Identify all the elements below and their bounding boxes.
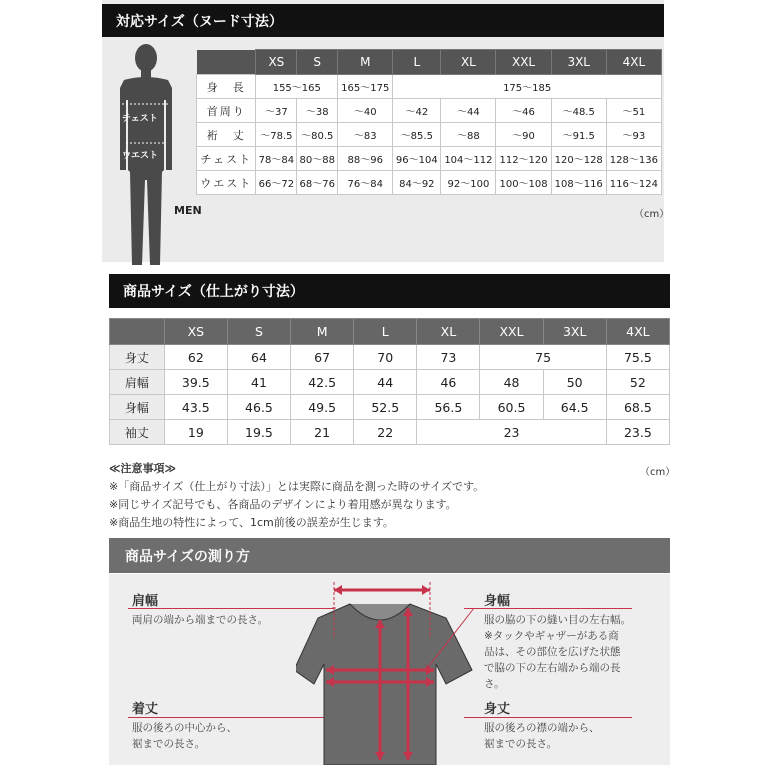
length-right-guide-line	[464, 717, 632, 718]
table-cell: 73	[417, 345, 480, 370]
length-right-desc-line: 服の後ろの襟の端から、	[484, 722, 600, 734]
chest-desc-line: ※タックやギャザーがある商	[484, 630, 619, 642]
table-cell: 100〜108	[496, 171, 551, 195]
column-header: 4XL	[606, 50, 661, 75]
table-cell: 155〜165	[256, 75, 338, 99]
row-header: 身幅	[110, 395, 165, 420]
table-row	[197, 147, 662, 171]
table-cell: 80〜88	[297, 147, 338, 171]
table-cell: 〜93	[606, 123, 661, 147]
table-cell: 165〜175	[338, 75, 393, 99]
shoulder-desc: 両肩の端から端までの長さ。	[132, 614, 269, 626]
column-header: XL	[441, 50, 496, 75]
row-header: 裄 丈	[197, 123, 256, 147]
table-cell: 62	[164, 345, 227, 370]
column-header: XL	[417, 319, 480, 345]
length-left-desc-line: 裾までの長さ。	[132, 738, 206, 750]
column-header: XS	[256, 50, 297, 75]
column-header: 3XL	[543, 319, 606, 345]
table-cell: 〜83	[338, 123, 393, 147]
product-size-title: 商品サイズ（仕上がり寸法）	[109, 274, 670, 308]
table-row	[110, 370, 670, 395]
table-cell: 19	[164, 420, 227, 445]
table-cell: 46.5	[227, 395, 290, 420]
body-size-title: 対応サイズ（ヌード寸法）	[102, 4, 664, 37]
table-cell: 〜37	[256, 99, 297, 123]
length-left-desc-line: 服の後ろの中心から、	[132, 722, 237, 734]
body-size-unit: （cm）	[634, 209, 670, 220]
chest-label: 身幅	[484, 594, 511, 609]
table-corner	[110, 319, 165, 345]
table-cell: 46	[417, 370, 480, 395]
table-cell: 22	[354, 420, 417, 445]
table-cell: 52.5	[354, 395, 417, 420]
figure-chest-label: チェスト	[122, 114, 158, 124]
chest-desc-line: さ。	[484, 678, 505, 690]
table-cell: 66〜72	[256, 171, 297, 195]
measure-title: 商品サイズの測り方	[109, 538, 670, 573]
table-cell: 49.5	[291, 395, 354, 420]
table-cell: 48	[480, 370, 543, 395]
figure-waist-label: ウエスト	[122, 151, 159, 161]
table-cell: 116〜124	[606, 171, 661, 195]
table-cell: 128〜136	[606, 147, 661, 171]
table-corner	[197, 50, 256, 75]
table-cell: 67	[291, 345, 354, 370]
column-header: M	[291, 319, 354, 345]
notes-line: ※「商品サイズ（仕上がり寸法）」とは実際に商品を測った時のサイズです。	[109, 480, 485, 493]
notes-block	[109, 460, 649, 532]
table-cell: 60.5	[480, 395, 543, 420]
shoulder-label: 肩幅	[132, 594, 159, 609]
table-cell: 64	[227, 345, 290, 370]
column-header: XXL	[496, 50, 551, 75]
body-size-table	[196, 49, 662, 195]
table-row	[110, 395, 670, 420]
table-cell: 21	[291, 420, 354, 445]
table-cell: 108〜116	[551, 171, 606, 195]
row-header: 首周り	[197, 99, 256, 123]
column-header: M	[338, 50, 393, 75]
table-cell: 41	[227, 370, 290, 395]
table-cell: 〜48.5	[551, 99, 606, 123]
table-cell: 104〜112	[441, 147, 496, 171]
table-row	[197, 75, 662, 99]
row-header: 身丈	[110, 345, 165, 370]
product-size-unit: （cm）	[640, 467, 676, 478]
table-cell: 23	[417, 420, 606, 445]
table-cell: 〜85.5	[393, 123, 441, 147]
table-cell: 88〜96	[338, 147, 393, 171]
table-cell: 175〜185	[393, 75, 662, 99]
table-cell: 〜78.5	[256, 123, 297, 147]
table-cell: 75	[480, 345, 606, 370]
chest-desc-line: 服の脇の下の縫い目の左右幅。	[484, 614, 631, 626]
length-right-desc-line: 裾までの長さ。	[484, 738, 558, 750]
table-cell: 75.5	[606, 345, 669, 370]
figure-gender-label: MEN	[174, 204, 202, 217]
table-cell: 112〜120	[496, 147, 551, 171]
column-header: S	[227, 319, 290, 345]
table-cell: 〜38	[297, 99, 338, 123]
table-cell: 120〜128	[551, 147, 606, 171]
table-row	[197, 123, 662, 147]
length-left-desc	[132, 720, 237, 752]
table-cell: 70	[354, 345, 417, 370]
table-row	[110, 420, 670, 445]
row-header: ウエスト	[197, 171, 256, 195]
table-cell: 43.5	[164, 395, 227, 420]
table-cell: 76〜84	[338, 171, 393, 195]
column-header: L	[354, 319, 417, 345]
column-header: 3XL	[551, 50, 606, 75]
row-header: 肩幅	[110, 370, 165, 395]
table-cell: 84〜92	[393, 171, 441, 195]
table-cell: 〜88	[441, 123, 496, 147]
table-cell: 52	[606, 370, 669, 395]
length-right-desc	[484, 720, 600, 752]
length-left-label: 着丈	[132, 702, 159, 717]
table-cell: 56.5	[417, 395, 480, 420]
column-header: 4XL	[606, 319, 669, 345]
table-cell: 〜46	[496, 99, 551, 123]
notes-title: ≪注意事項≫	[109, 462, 177, 475]
table-cell: 44	[354, 370, 417, 395]
table-cell: 〜44	[441, 99, 496, 123]
product-size-table	[109, 318, 670, 445]
table-cell: 50	[543, 370, 606, 395]
table-row	[197, 99, 662, 123]
notes-line: ※商品生地の特性によって、1cm前後の誤差が生じます。	[109, 516, 394, 529]
length-right-label: 身丈	[484, 702, 511, 717]
table-cell: 39.5	[164, 370, 227, 395]
table-cell: 〜40	[338, 99, 393, 123]
notes-line: ※同じサイズ記号でも、各商品のデザインにより着用感が異なります。	[109, 498, 457, 511]
chest-desc-line: 品は、その部位を広げた状態	[484, 646, 621, 658]
tshirt-measure-diagram	[296, 578, 476, 765]
table-cell: 〜90	[496, 123, 551, 147]
table-cell: 68.5	[606, 395, 669, 420]
column-header: L	[393, 50, 441, 75]
table-cell: 68〜76	[297, 171, 338, 195]
table-row	[110, 345, 670, 370]
column-header: XS	[164, 319, 227, 345]
table-cell: 42.5	[291, 370, 354, 395]
row-header: 身 長	[197, 75, 256, 99]
table-cell: 64.5	[543, 395, 606, 420]
column-header: XXL	[480, 319, 543, 345]
table-row	[197, 171, 662, 195]
chest-desc-line: で脇の下の左右端から端の長	[484, 662, 621, 674]
table-cell: 19.5	[227, 420, 290, 445]
chest-desc	[484, 612, 664, 692]
table-cell: 〜80.5	[297, 123, 338, 147]
row-header: チェスト	[197, 147, 256, 171]
row-header: 袖丈	[110, 420, 165, 445]
table-cell: 〜91.5	[551, 123, 606, 147]
table-cell: 〜42	[393, 99, 441, 123]
table-cell: 92〜100	[441, 171, 496, 195]
table-cell: 96〜104	[393, 147, 441, 171]
table-cell: 23.5	[606, 420, 669, 445]
column-header: S	[297, 50, 338, 75]
table-cell: 〜51	[606, 99, 661, 123]
table-cell: 78〜84	[256, 147, 297, 171]
